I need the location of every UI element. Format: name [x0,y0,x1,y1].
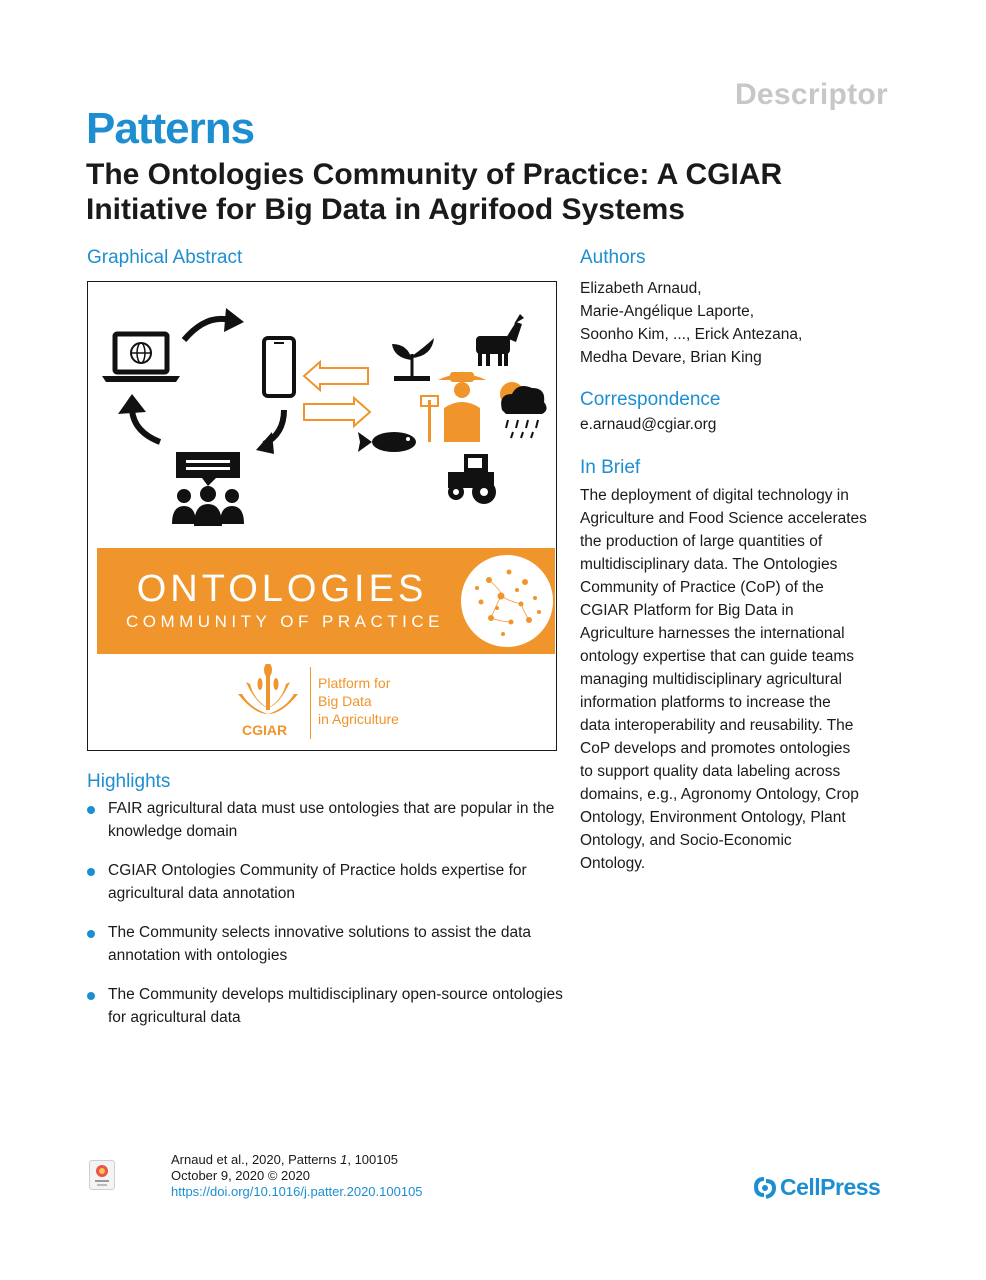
logo-divider [310,667,311,739]
platform-line: Big Data [318,693,372,709]
brief-line: Agriculture harnesses the international [580,625,845,642]
chat-group-icon [172,452,244,526]
brief-line: the production of large quantities of [580,533,823,550]
cellpress-wordmark: CellPress [780,1174,881,1200]
platform-line: Platform for [318,675,391,691]
tractor-icon [448,454,496,504]
highlight-item [87,859,567,905]
brief-line: Ontology, and Socio-Economic [580,832,792,849]
author-line: Marie-Angélique Laporte, [580,303,755,320]
brief-line: CGIAR Platform for Big Data in [580,602,794,619]
brief-line: Ontology. [580,855,646,872]
bullet-icon [87,868,95,876]
check-for-updates-icon[interactable] [89,1160,115,1190]
cgiar-logo-text: CGIAR [242,722,288,738]
brief-line: to support quality data labeling across [580,763,841,780]
network-circle-icon [459,552,555,650]
highlight-text: The Community selects innovative solutions to assist the data annotation with ontologies [108,924,532,964]
article-type-label: Descriptor [734,78,888,111]
banner-title: ONTOLOGIES [136,568,428,610]
banner-subtitle: COMMUNITY OF PRACTICE [125,612,445,631]
highlights-list [87,797,567,1045]
highlight-text: The Community develops multidisciplinary open-source ontologies for agricultural data [108,986,563,1026]
brief-line: The deployment of digital technology in [580,487,849,504]
cellpress-mark-icon [754,1175,778,1201]
brief-line: Agriculture and Food Science accelerates [580,510,867,527]
correspondence-heading: Correspondence [580,389,721,410]
author-line: Medha Devare, Brian King [580,349,762,366]
bullet-icon [87,806,95,814]
citation-line [171,1152,423,1168]
highlight-item [87,983,567,1029]
publication-date: October 9, 2020 © 2020 [171,1168,310,1183]
ontologies-banner [97,548,555,654]
bullet-icon [87,992,95,1000]
brief-line: multidisciplinary data. The Ontologies [580,556,838,573]
citation-suffix: , 100105 [347,1152,398,1167]
in-brief-text [580,484,892,875]
brief-line: CoP develops and promotes ontologies [580,740,851,757]
fish-icon [358,432,416,452]
brief-line: Community of Practice (CoP) of the [580,579,824,596]
graphical-abstract-heading: Graphical Abstract [87,247,243,268]
rain-cloud-icon [500,382,547,438]
citation-prefix: Arnaud et al., 2020, Patterns [171,1152,341,1167]
authors-heading: Authors [580,247,646,268]
brief-line: domains, e.g., Agronomy Ontology, Crop [580,786,859,803]
platform-line: in Agriculture [318,711,399,727]
citation-block [171,1152,423,1200]
highlights-heading: Highlights [87,771,171,792]
author-line: Soonho Kim, ..., Erick Antezana, [580,326,803,343]
highlight-text: FAIR agricultural data must use ontologies that are popular in the knowledge domain [108,800,555,840]
correspondence-email[interactable]: e.arnaud@cgiar.org [580,416,717,433]
seedling-icon [392,338,434,381]
graphical-abstract [87,281,557,751]
in-brief-heading: In Brief [580,457,641,478]
article-title: The Ontologies Community of Practice: A CGIAR Initiative for Big Data in Agrifood Systems [86,158,783,226]
bullet-icon [87,930,95,938]
highlight-text: CGIAR Ontologies Community of Practice holds expertise for agricultural data annotation [108,862,527,902]
exchange-arrows [304,362,370,426]
journal-name: Patterns [86,104,255,153]
cgiar-logo-icon [236,664,300,722]
platform-label [318,674,399,728]
brief-line: information platforms to increase the [580,694,831,711]
highlight-item [87,797,567,843]
laptop-globe-icon [102,334,180,382]
smartphone-icon [264,338,294,396]
brief-line: data interoperability and reusability. The [580,717,854,734]
author-line: Elizabeth Arnaud, [580,280,702,297]
farmer-icon [421,372,486,442]
check-for-updates-graphic [90,1161,114,1189]
citation-volume: 1 [340,1152,348,1167]
goat-icon [476,314,524,366]
brief-line: Ontology, Environment Ontology, Plant [580,809,846,826]
brief-line: ontology expertise that can guide teams [580,648,855,665]
highlight-item [87,921,567,967]
brief-line: managing multidisciplinary agricultural [580,671,842,688]
authors-list [580,277,900,369]
doi-link[interactable]: https://doi.org/10.1016/j.patter.2020.100105 [171,1184,423,1199]
